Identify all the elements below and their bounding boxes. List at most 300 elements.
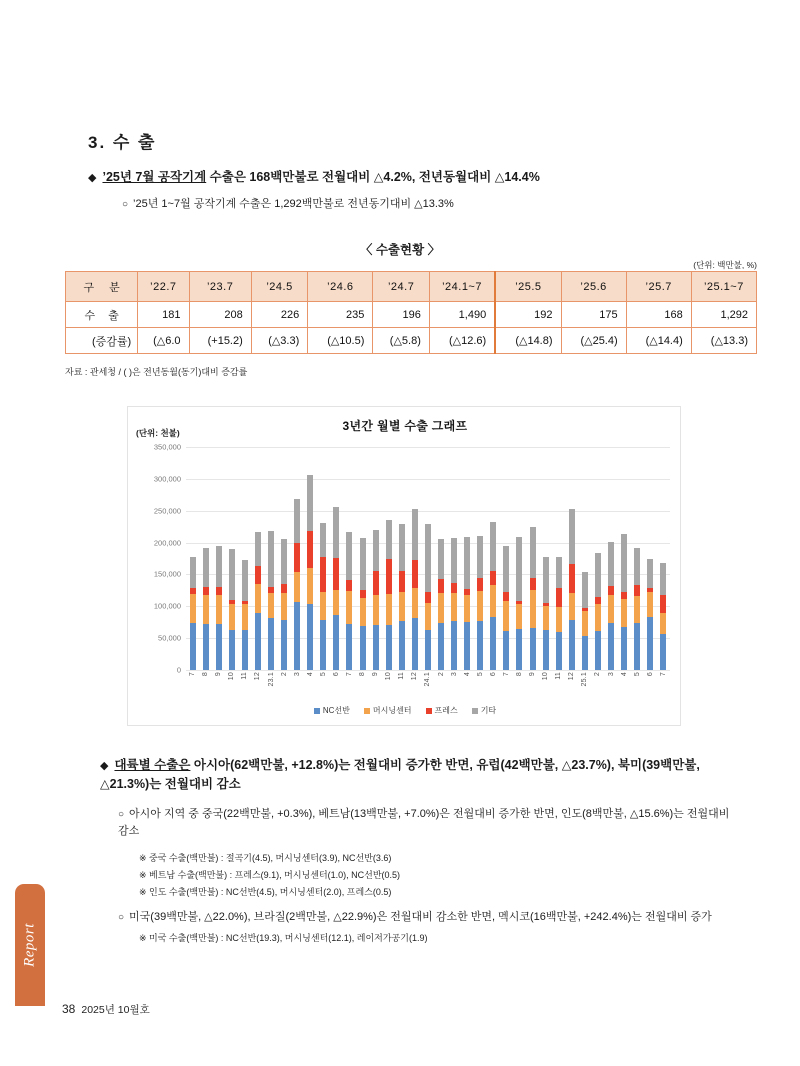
table-cell: (△14.8) [495,328,561,354]
table-cell: (△6.0 [138,328,189,354]
usa-export-note: ※ 미국 수출(백만불) : NC선반(19.3), 머시닝센터(12.1), 레이저가공기(1.9) [139,933,428,943]
chart-x-tick-label: 11 [398,672,406,680]
chart-bar-segment [216,624,222,671]
chart-bar-segment [660,595,666,613]
chart-x-tick-label: 8 [202,672,210,677]
table-unit-label: (단위: 백만불, %) [693,260,757,270]
chart-bar-segment [412,618,418,670]
chart-bar-segment [281,539,287,584]
chart-bar-segment [543,557,549,603]
chart-y-tick-label: 0 [176,665,181,675]
chart-x-tick-label: 6 [332,672,340,677]
chart-bar-segment [621,534,627,593]
chart-x-tick-label: 24.1 [424,672,432,687]
chart-bar-segment [503,546,509,592]
chart-bar [477,536,483,670]
chart-x-tick-label: 5 [633,672,641,677]
chart-bar [346,532,352,670]
chart-bar-segment [543,606,549,630]
chart-x-tick-label: 3 [450,672,458,677]
chart-bar-segment [346,591,352,624]
chart-bar-segment [412,560,418,589]
america-text: 미국(39백만불, △22.0%), 브라질(2백만불, △22.9%)은 전월대비 감소한 반면, 멕시코(16백만불, +242.4%)는 전월대비 증가 [129,911,712,923]
chart-bar-column [369,447,382,670]
chart-gridline [176,665,670,675]
chart-bar-segment [530,578,536,589]
chart-bar-segment [268,531,274,588]
chart-bar [595,553,601,670]
chart-bar-segment [412,588,418,617]
table-cell: (△12.6) [429,328,495,354]
chart-bar-segment [203,587,209,595]
chart-x-tick-label: 12 [254,672,262,681]
table-cell: (△5.8) [373,328,429,354]
chart-bar-segment [190,623,196,670]
chart-bar-segment [530,628,536,670]
chart-bar [360,538,366,671]
chart-bar [281,539,287,670]
chart-x-tick-label: 4 [620,672,628,677]
chart-bar-segment [464,622,470,670]
chart-bar-segment [373,571,379,595]
chart-bar-segment [477,591,483,621]
chart-x-tick-label: 11 [555,672,563,680]
chart-bar-segment [425,630,431,670]
chart-bar-column [421,447,434,670]
chart-bar-column [186,447,199,670]
chart-x-tick-label: 7 [189,672,197,677]
china-export-note: ※ 중국 수출(백만불) : 절곡기(4.5), 머시닝센터(3.9), NC선반(3.6) [139,853,392,863]
chart-bar-segment [294,499,300,542]
chart-bar-segment [373,530,379,571]
chart-bar [386,520,392,670]
chart-x-tick-label: 12 [411,672,419,681]
asia-bullet [118,806,738,839]
chart-bar-column [657,447,670,670]
chart-bar-segment [307,604,313,670]
chart-bar-segment [346,532,352,580]
page-number: 38 [62,1002,76,1016]
chart-bar-column [238,447,251,670]
chart-bar-segment [556,557,562,588]
chart-bar-segment [190,594,196,623]
chart-y-tick-label: 350,000 [153,442,181,452]
chart-bar-segment [216,587,222,595]
chart-bar-column [408,447,421,670]
chart-bar-segment [530,590,536,628]
continent-underlined-text: 대륙별 수출은 [114,758,191,772]
chart-bar [268,531,274,671]
chart-bar-column [461,447,474,670]
chart-x-tick-label: 7 [345,672,353,677]
chart-bar-segment [438,539,444,579]
chart-bar [516,537,522,670]
page-footer [62,1002,150,1017]
chart-bar [399,524,405,671]
chart-bar-segment [477,578,483,591]
chart-x-tick-label: 23.1 [267,672,275,687]
chart-bar-segment [595,631,601,670]
table-cell: 226 [251,302,307,328]
chart-bar-segment [281,584,287,593]
table-header-cell: ’25.7 [626,272,691,302]
chart-bar [451,538,457,670]
chart-legend [128,705,682,716]
table-header-cell: ’25.1~7 [691,272,756,302]
chart-bar-column [225,447,238,670]
chart-bar-segment [438,623,444,670]
chart-x-tick-label: 4 [463,672,471,677]
chart-bar-segment [569,620,575,670]
chart-x-tick-label: 2 [594,672,602,677]
america-bullet [118,909,748,926]
vietnam-export-note: ※ 베트남 수출(백만불) : 프레스(9.1), 머시닝센터(1.0), NC선반(0.5) [139,870,401,880]
table-cell: 1,292 [691,302,756,328]
chart-bar-segment [543,630,549,670]
chart-bar-segment [307,475,313,531]
chart-x-tick-label: 9 [215,672,223,677]
chart-bar-column [474,447,487,670]
chart-bar-column [304,447,317,670]
chart-bar-segment [320,592,326,620]
chart-bar-segment [451,593,457,621]
chart-bar-segment [360,538,366,591]
chart-bar-segment [203,595,209,624]
chart-bar-segment [320,523,326,557]
chart-bar [490,522,496,670]
chart-bar [608,542,614,670]
chart-bar-segment [556,632,562,670]
chart-bar-segment [569,564,575,593]
chart-bar-column [605,447,618,670]
chart-bar-column [513,447,526,670]
chart-bar-segment [307,531,313,568]
chart-bar [203,548,209,670]
table-header-row [66,272,757,302]
chart-bar [438,539,444,670]
table-header-cell: ’25.5 [495,272,561,302]
lead-sub-bullet [122,196,722,213]
chart-bar-segment [621,592,627,599]
chart-legend-label: 머시닝센터 [372,706,412,715]
chart-bar-segment [360,590,366,598]
chart-legend-item[interactable] [472,705,496,716]
chart-bar-segment [451,583,457,593]
legend-swatch-icon [314,708,320,714]
chart-bar-segment [268,593,274,618]
chart-bar-segment [320,620,326,670]
table-header-cell: ’25.6 [561,272,626,302]
chart-bar-segment [490,617,496,670]
monthly-export-chart [127,406,681,726]
chart-bar-segment [608,623,614,670]
table-header-cell: ’24.7 [373,272,429,302]
chart-bar-segment [307,568,313,604]
chart-bar-segment [647,592,653,617]
table-row [66,328,757,354]
chart-bar-segment [438,579,444,593]
chart-bar [255,532,261,670]
lead-rest-text: 수출은 168백만불로 전월대비 △4.2%, 전년동월대비 △14.4% [206,170,540,184]
chart-y-tick-label: 200,000 [153,538,181,548]
chart-bar-segment [399,524,405,572]
chart-bar [190,557,196,670]
chart-bar-column [552,447,565,670]
legend-swatch-icon [472,708,478,714]
chart-bar [412,509,418,670]
chart-legend-item[interactable] [314,705,350,716]
chart-bar [582,572,588,670]
report-side-tab-label: Report [21,923,38,967]
india-export-note: ※ 인도 수출(백만불) : NC선반(4.5), 머시닝센터(2.0), 프레스(0.5) [139,887,392,897]
chart-y-tick-label: 250,000 [153,506,181,516]
chart-bar-segment [516,537,522,601]
table-cell: (+15.2) [189,328,251,354]
chart-x-tick-label: 7 [502,672,510,677]
table-cell: 196 [373,302,429,328]
chart-bar-segment [608,542,614,586]
chart-bar-segment [281,620,287,670]
table-cell: (△25.4) [561,328,626,354]
chart-bar [320,523,326,670]
diamond-bullet-icon: ◆ [100,760,109,772]
chart-bar-segment [255,613,261,670]
chart-bar-segment [386,520,392,558]
chart-bar [556,557,562,670]
chart-bar-segment [242,560,248,600]
lead-bullet [88,168,728,187]
chart-bar-column [487,447,500,670]
chart-bar-segment [634,623,640,670]
chart-bar-segment [281,593,287,620]
chart-bar-column [199,447,212,670]
chart-bar-segment [294,572,300,602]
chart-x-tick-label: 11 [241,672,249,680]
chart-bar [229,549,235,670]
chart-bar-segment [399,621,405,670]
chart-x-tick-label: 6 [489,672,497,677]
chart-bar-segment [255,584,261,613]
chart-x-tick-label: 10 [228,672,236,681]
chart-bar-column [526,447,539,670]
chart-bar-segment [451,621,457,670]
chart-title: 3년간 월별 수출 그래프 [342,419,468,433]
chart-bar-segment [333,507,339,558]
chart-bar-column [212,447,225,670]
chart-bar-segment [229,549,235,600]
table-cell: 235 [308,302,373,328]
chart-x-tick-label: 5 [476,672,484,677]
chart-bar-segment [490,571,496,586]
chart-bar-segment [582,572,588,608]
chart-y-tick-label: 50,000 [158,633,181,643]
table-cell: 208 [189,302,251,328]
chart-bar-segment [608,595,614,623]
issue-label: 2025년 10월호 [81,1004,150,1016]
table-cell: (△10.5) [308,328,373,354]
chart-bar-segment [333,615,339,670]
table-header-cell: ’24.5 [251,272,307,302]
chart-bar [373,530,379,670]
table-cell: 181 [138,302,189,328]
chart-bar [569,509,575,670]
table-row-label: 수 출 [66,302,138,328]
chart-x-tick-label: 2 [437,672,445,677]
chart-legend-label: 프레스 [434,706,458,715]
chart-x-tick-label: 7 [659,672,667,677]
chart-bar-column [448,447,461,670]
chart-bar-column [539,447,552,670]
table-cell: 168 [626,302,691,328]
chart-bar-segment [438,593,444,623]
chart-bar-segment [621,599,627,627]
chart-unit-label: (단위: 천불) [136,428,180,438]
chart-bar-segment [229,604,235,630]
chart-bar-segment [634,548,640,584]
chart-x-tick-label: 3 [293,672,301,677]
chart-bar-column [500,447,513,670]
chart-bar-segment [595,604,601,631]
table-cell: 1,490 [429,302,495,328]
chart-x-tick-label: 8 [359,672,367,677]
chart-x-tick-label: 8 [515,672,523,677]
chart-x-tick-label: 2 [280,672,288,677]
chart-bar [242,560,248,670]
chart-bar-segment [582,636,588,670]
chart-x-tick-label: 4 [306,672,314,677]
chart-bar-segment [346,624,352,670]
chart-bar-segment [569,509,575,564]
chart-x-tick-label: 10 [385,672,393,681]
circle-bullet-icon: ○ [118,912,125,923]
chart-bar-segment [373,595,379,625]
chart-legend-item[interactable] [364,705,412,716]
table-header-cell: ’23.7 [189,272,251,302]
chart-bar-segment [464,595,470,621]
chart-bar [307,475,313,670]
chart-bar [216,546,222,670]
table-source-note: 자료 : 관세청 / ( )은 전년동월(동기)대비 증감률 [65,367,248,377]
chart-bar-segment [595,553,601,597]
table-cell: (△14.4) [626,328,691,354]
chart-bar-column [317,447,330,670]
asia-text: 아시아 지역 중 중국(22백만불, +0.3%), 베트남(13백만불, +7.0%)은 전월대비 증가한 반면, 인도(8백만불, △15.6%)는 전월대비 감소 [118,808,730,837]
chart-bar-segment [242,630,248,670]
chart-bar [530,527,536,670]
chart-plot-area [153,442,670,675]
chart-bar-segment [464,537,470,589]
table-cell: (△13.3) [691,328,756,354]
chart-bar-segment [556,588,562,607]
chart-x-tick-label: 3 [607,672,615,677]
chart-bar-segment [294,543,300,572]
export-status-table [65,271,757,354]
chart-bar-segment [647,617,653,670]
chart-bar-segment [621,627,627,670]
chart-bar [294,499,300,670]
chart-bar-segment [556,607,562,632]
chart-bar-segment [451,538,457,584]
chart-bar-column [644,447,657,670]
chart-bar-segment [203,548,209,588]
chart-bar-segment [634,596,640,623]
chart-x-tick-label: 25.1 [581,672,589,687]
chart-bar-segment [477,536,483,578]
chart-bar-segment [503,601,509,631]
chart-bar-column [343,447,356,670]
table-cell: (△3.3) [251,328,307,354]
chart-bar-segment [346,580,352,591]
table-header-cell: 구 분 [66,272,138,302]
circle-bullet-icon: ○ [122,199,129,210]
chart-bar-segment [242,604,248,630]
chart-bar-segment [216,595,222,624]
chart-bar-segment [608,586,614,595]
chart-bar-segment [320,557,326,593]
chart-bar-segment [425,592,431,603]
chart-bar-segment [360,598,366,626]
chart-bar [503,546,509,670]
chart-bar-segment [530,527,536,578]
chart-bar-column [591,447,604,670]
chart-bar-segment [229,630,235,670]
chart-bar-segment [490,585,496,617]
chart-x-tick-label: 5 [319,672,327,677]
lead-sub-text: ’25년 1~7월 공작기계 수출은 1,292백만불로 전년동기대비 △13.3% [133,198,454,210]
chart-bar-column [434,447,447,670]
chart-bar [464,537,470,670]
chart-x-tick-label: 9 [529,672,537,677]
chart-bar-column [631,447,644,670]
chart-bar [634,548,640,670]
table-header-cell: ’24.1~7 [429,272,495,302]
table-cell: 175 [561,302,626,328]
chart-x-tick-label: 10 [542,672,550,681]
chart-bar-segment [647,559,653,588]
chart-bar-segment [516,604,522,629]
chart-bar [647,559,653,670]
chart-bar-segment [255,532,261,566]
chart-bar-segment [386,559,392,594]
chart-bar-segment [360,626,366,670]
table-row [66,302,757,328]
chart-bar-segment [582,611,588,635]
circle-bullet-icon: ○ [118,809,125,820]
chart-bar-column [291,447,304,670]
chart-bar-segment [386,594,392,626]
chart-legend-item[interactable] [426,705,458,716]
chart-x-tick-label: 6 [646,672,654,677]
chart-bar-segment [425,524,431,592]
chart-bar-column [278,447,291,670]
chart-bar-segment [660,634,666,670]
chart-y-tick-label: 100,000 [153,601,181,611]
legend-swatch-icon [426,708,432,714]
chart-bar-segment [333,590,339,615]
legend-swatch-icon [364,708,370,714]
chart-bar-column [264,447,277,670]
chart-bar-segment [412,509,418,559]
table-header-cell: ’22.7 [138,272,189,302]
chart-bar-segment [425,603,431,630]
chart-bar-segment [255,566,261,584]
page-title: 3. 수 출 [88,133,157,152]
chart-bar-segment [294,602,300,670]
chart-bar-segment [503,631,509,670]
chart-bar-segment [399,571,405,592]
chart-bar [333,507,339,670]
chart-y-tick-label: 300,000 [153,474,181,484]
